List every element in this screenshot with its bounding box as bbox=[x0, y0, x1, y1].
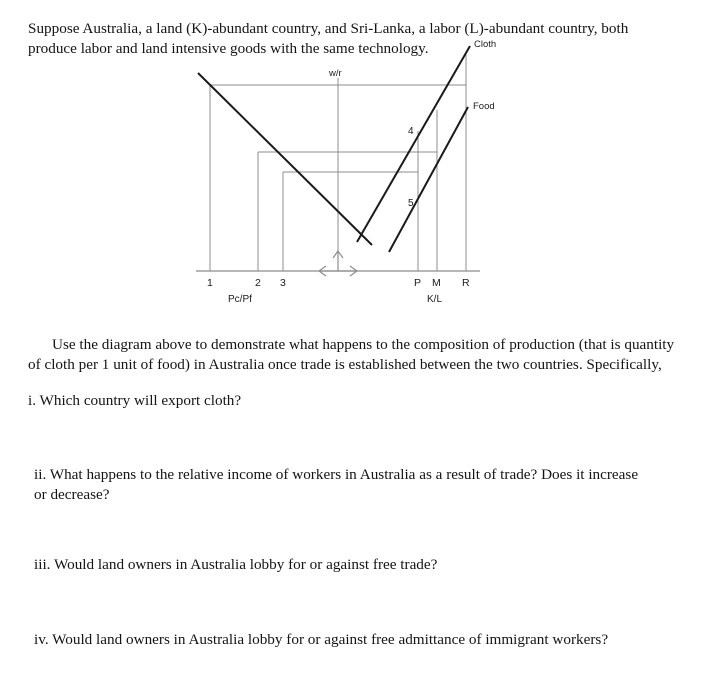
tick-label-2: 2 bbox=[255, 277, 261, 289]
intro-paragraph: Suppose Australia, a land (K)-abundant country, and Sri-Lanka, a labor (L)-abundant country, both produce labor and land intensive goods with the same technology. bbox=[28, 20, 629, 57]
food-curve bbox=[389, 107, 468, 252]
tick-label-r: R bbox=[462, 277, 470, 289]
tick-label-3: 3 bbox=[280, 277, 286, 289]
tick-label-m: M bbox=[432, 277, 441, 289]
point-label-5: 5 bbox=[408, 198, 414, 209]
question-ii: ii. What happens to the relative income of workers in Australia as a result of trade? Does it increase or decrease? bbox=[34, 466, 639, 503]
cross-arrow-icon bbox=[319, 251, 357, 276]
relative-price-curve bbox=[198, 73, 372, 245]
question-iv: iv. Would land owners in Australia lobby for or against free admittance of immigrant workers? bbox=[34, 631, 609, 649]
point-label-4: 4 bbox=[408, 126, 414, 137]
economics-diagram bbox=[0, 30, 726, 320]
prompt-text: Use the diagram above to demonstrate what happens to the composition of production (that is quantity of cloth per 1 unit of food) in Australia once trade is established between the two countries. Specifically, bbox=[28, 336, 675, 373]
question-iii: iii. Would land owners in Australia lobby for or against free trade? bbox=[34, 556, 438, 574]
w-over-r-label: w/r bbox=[329, 68, 342, 79]
tick-label-1: 1 bbox=[207, 277, 213, 289]
tick-label-p: P bbox=[414, 277, 422, 289]
right-axis-title: K/L bbox=[427, 294, 443, 305]
question-i: i. Which country will export cloth? bbox=[28, 392, 242, 410]
prompt-paragraph bbox=[28, 335, 680, 374]
left-axis-title: Pc/Pf bbox=[228, 294, 252, 305]
food-curve-label: Food bbox=[473, 101, 495, 112]
cloth-curve-label: Cloth bbox=[474, 39, 497, 50]
cloth-curve bbox=[357, 46, 470, 242]
